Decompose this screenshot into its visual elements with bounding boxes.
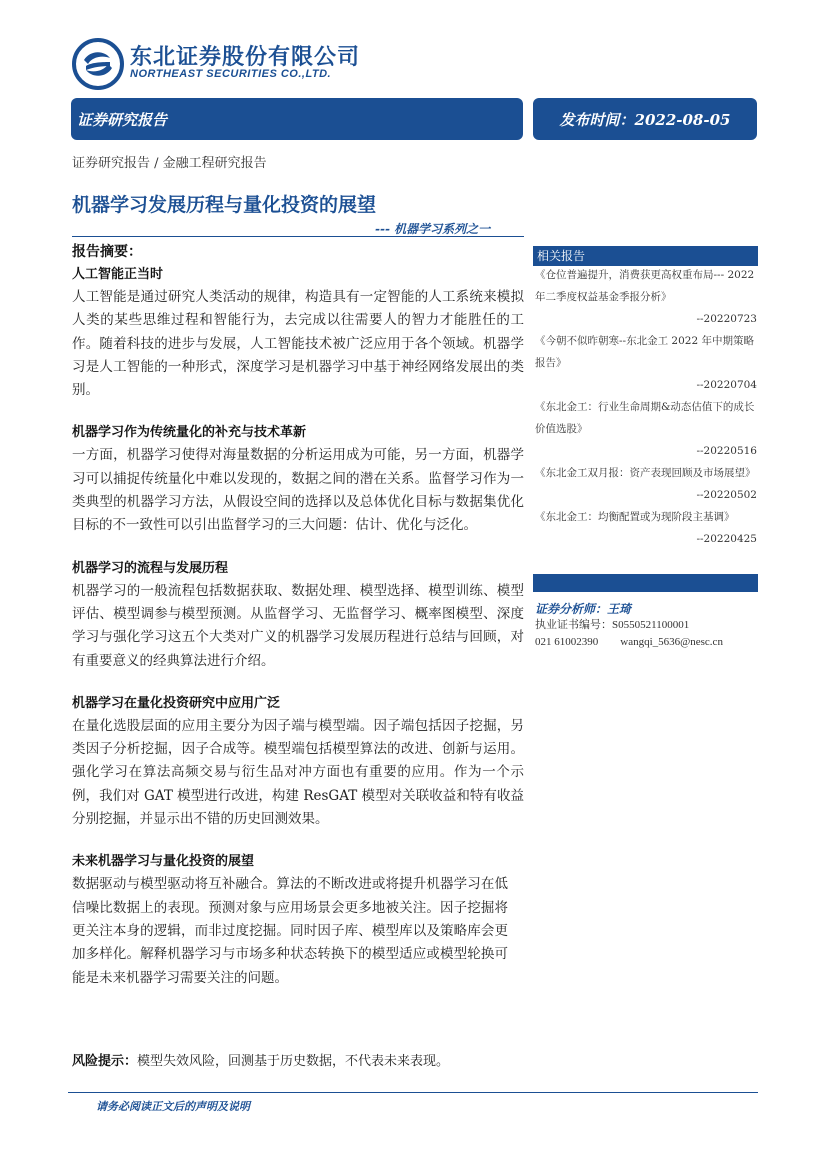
analyst-contact [535,634,759,651]
related-report-date: --20220502 [696,489,757,501]
breadcrumb: 证券研究报告 / 金融工程研究报告 [72,156,267,171]
related-report-date: --20220425 [696,533,757,545]
analyst-bar [533,574,758,592]
company-name-cn: 东北证券股份有限公司 [130,45,361,70]
page-title: 机器学习发展历程与量化投资的展望 [72,194,377,216]
company-logo-icon [72,38,124,90]
risk-text: 模型失效风险，回测基于历史数据，不代表未来表现。 [137,1054,450,1069]
related-report-date: --20220516 [696,445,757,457]
analyst-email[interactable]: wangqi_5636@nesc.cn [620,636,723,648]
section-body: 一方面，机器学习使得对海量数据的分析运用成为可能，另一方面，机器学习可以捕捉传统量化中难以发现的，数据之间的潜在关系。监督学习作为一类典型的机器学习方法，从假设空间的选择以及总体优化目标与数据集优化目标的不一致性可以引出监督学习的三大问题：估计、优化与泛化。 [72,447,524,534]
related-report-date: --20220723 [696,313,757,325]
related-report-date: --20220704 [696,379,757,391]
related-report-title[interactable]: 《东北金工：均衡配置或为现阶段主基调》 [535,511,735,523]
title-divider [72,236,524,237]
section-heading: 机器学习在量化投资研究中应用广泛 [72,695,281,711]
report-type-label: 证券研究报告 [77,110,168,129]
related-report-title[interactable]: 《今朝不似昨朝寒--东北金工 2022 年中期策略报告》 [535,335,754,369]
analyst-name: 证券分析师：王琦 [535,602,632,616]
related-reports-list [535,264,759,550]
related-report-title[interactable]: 《东北金工：行业生命周期&动态估值下的成长价值选股》 [535,401,755,435]
section-body: 机器学习的一般流程包括数据获取、数据处理、模型选择、模型训练、模型评估、模型调参与模型预测。从监督学习、无监督学习、概率图模型、深度学习与强化学习这五个大类对广义的机器学习发展历程进行总结与回顾，对有重要意义的经典算法进行介绍。 [72,582,524,669]
section-body: 人工智能是通过研究人类活动的规律，构造具有一定智能的人工系统来模拟人类的某些思维过程和智能行为，去完成以往需要人的智力才能胜任的工作。随着科技的进步与发展，人工智能技术被广泛应用于各个领域。机器学习是人工智能的一种形式，深度学习是机器学习中基于神经网络发展出的类别。 [72,289,524,399]
related-report-title[interactable]: 《东北金工双月报：资产表现回顾及市场展望》 [535,467,756,479]
related-reports-heading: 相关报告 [533,246,758,266]
section-heading: 机器学习作为传统量化的补充与技术革新 [72,425,307,441]
section-heading: 人工智能正当时 [72,267,164,282]
section-body: 数据驱动与模型驱动将互补融合。算法的不断改进或将提升机器学习在低信噪比数据上的表现。预测对象与应用场景会更多地被关注。因子挖掘将更关注本身的逻辑，而非过度挖掘。同时因子库、模型库以及策略库会更加多样化。解释机器学习与市场多种状态转换下的模型适应或模型轮换可能是未来机器学习需要关注的问题。 [72,876,508,986]
risk-warning [72,1050,449,1069]
section-heading: 机器学习的流程与发展历程 [72,560,229,576]
section-heading: 未来机器学习与量化投资的展望 [72,854,255,870]
report-type-banner [71,98,523,140]
analyst-license: 执业证书编号：S0550521100001 [535,619,690,631]
company-name-en: NORTHEAST SECURITIES CO.,LTD. [130,68,332,80]
footer-disclaimer: 请务必阅读正文后的声明及说明 [96,1100,250,1113]
related-report-title[interactable]: 《仓位普遍提升，消费获更高权重布局--- 2022 年二季度权益基金季报分析》 [535,269,755,303]
publish-time-banner [533,98,757,140]
abstract-section [72,240,524,990]
analyst-phone: 021 61002390 [535,636,599,648]
footer-divider [68,1092,758,1093]
page-subtitle: --- 机器学习系列之一 [375,222,491,236]
publish-time-label: 发布时间：2022-08-05 [559,110,731,129]
abstract-label: 报告摘要： [72,244,142,260]
section-body: 在量化选股层面的应用主要分为因子端与模型端。因子端包括因子挖掘，另类因子分析挖掘，因子合成等。模型端包括模型算法的改进、创新与运用。强化学习在算法高频交易与衍生品对冲方面也有重要的应用。作为一个示例，我们对 GAT 模型进行改进，构建 ResGAT 模型对关联收益和特有收益分别挖掘，并显示出不错的历史回测效果。 [72,717,524,828]
risk-label: 风险提示： [72,1054,138,1069]
analyst-info [535,601,759,651]
